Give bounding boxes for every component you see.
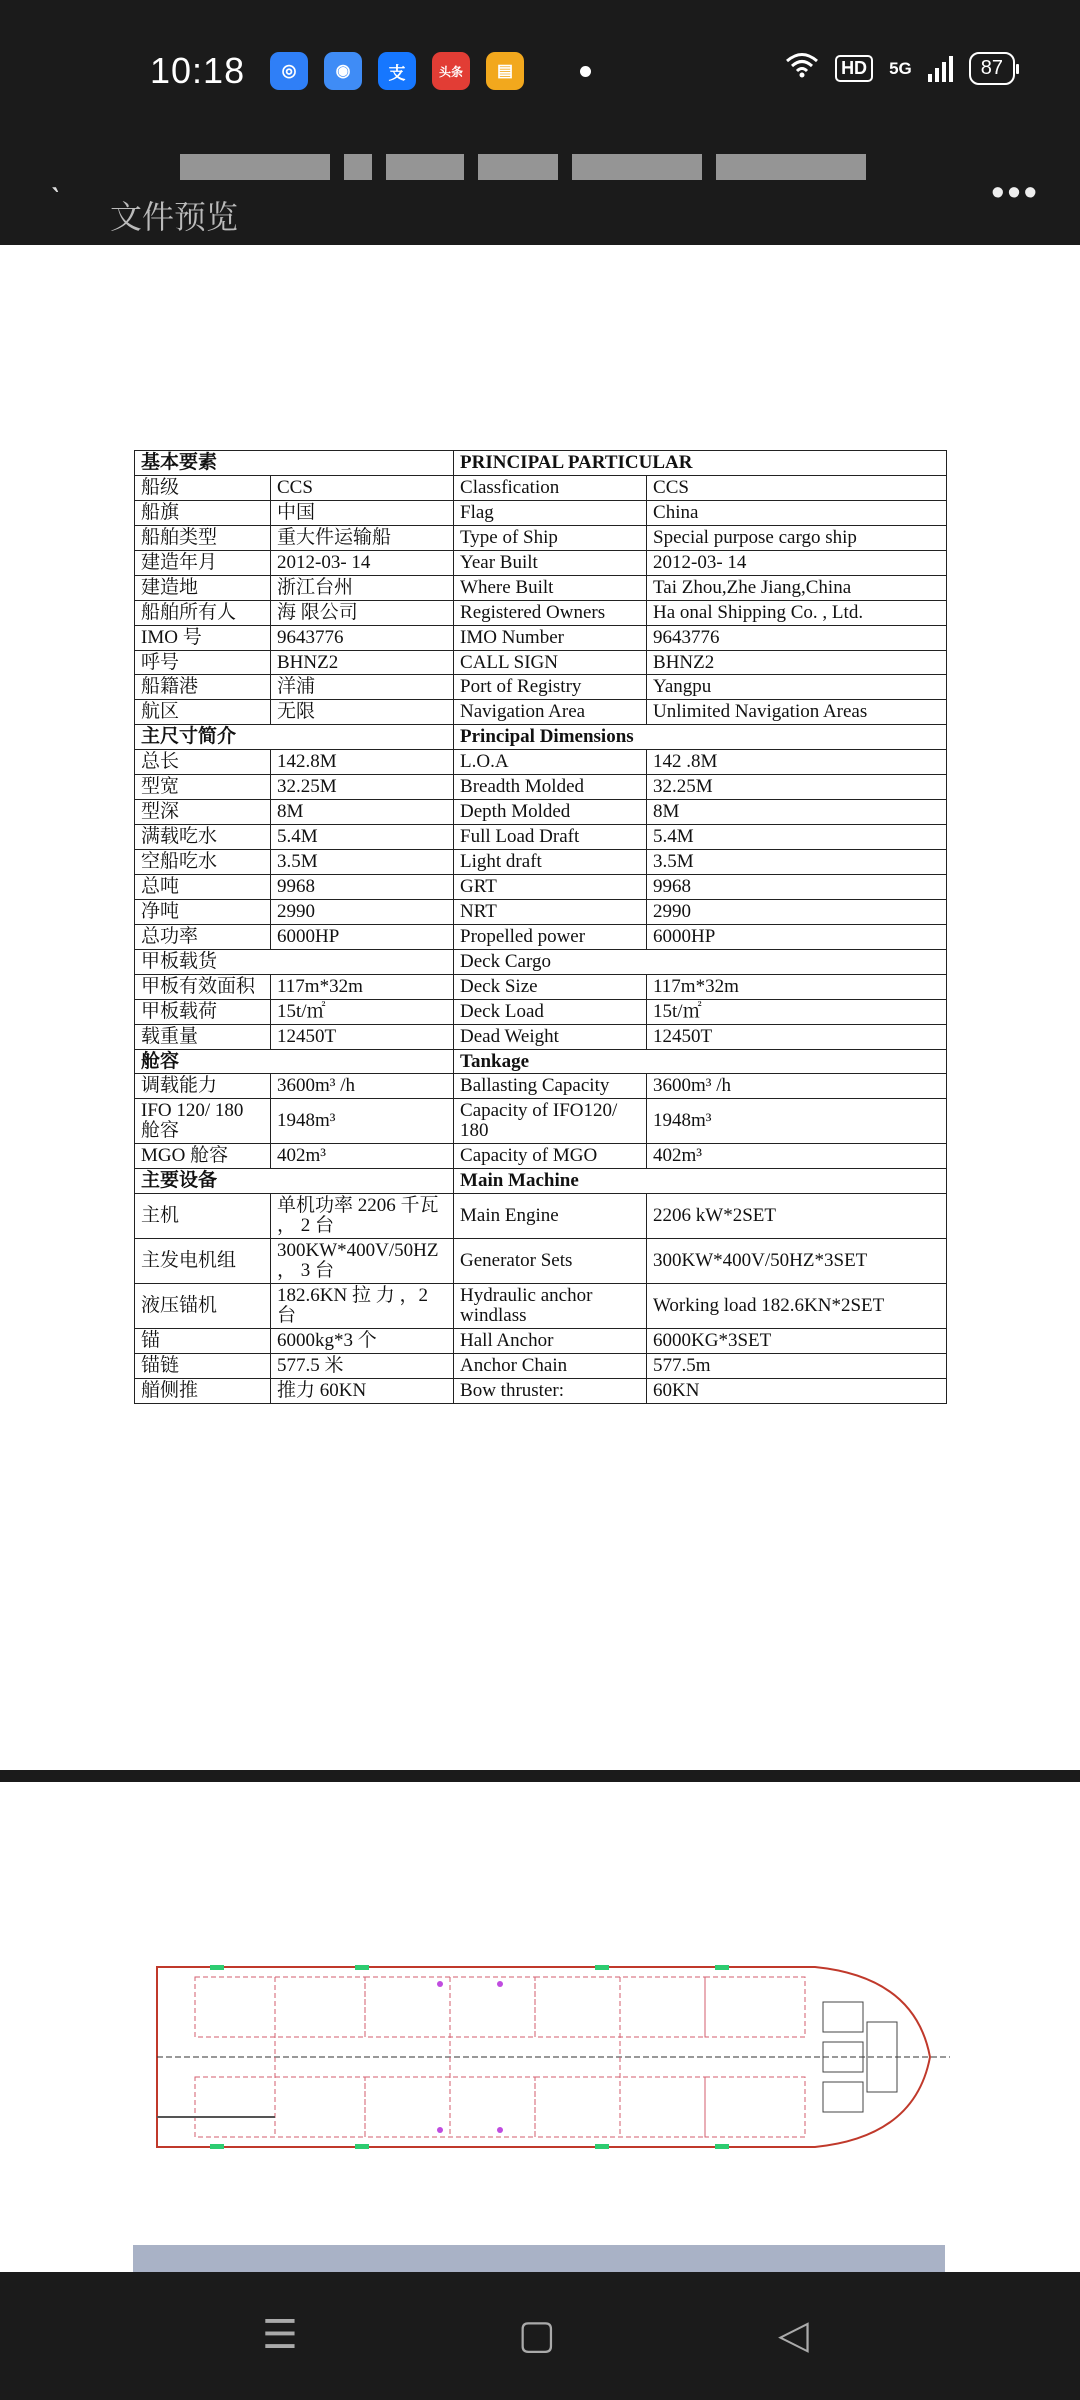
document-page [0, 245, 1080, 1770]
spec-value-en: 3.5M [647, 850, 947, 875]
table-row [135, 1239, 947, 1284]
spec-value-cn: 182.6KN 拉 力 ，2 台 [271, 1283, 454, 1328]
spec-value-en: 5.4M [647, 825, 947, 850]
table-row [135, 625, 947, 650]
spec-label-cn: 锚 [135, 1328, 271, 1353]
table-row [135, 575, 947, 600]
battery-level: 87 [980, 57, 1003, 79]
spec-label-en: NRT [454, 899, 647, 924]
table-row [135, 1194, 947, 1239]
home-button[interactable]: ▢ [518, 2312, 556, 2358]
spec-value-cn: 2012-03- 14 [271, 550, 454, 575]
spec-value-en: 142 .8M [647, 750, 947, 775]
spec-value-cn: 海 限公司 [271, 600, 454, 625]
spec-label-cn: 船旗 [135, 500, 271, 525]
spec-value-en: BHNZ2 [647, 650, 947, 675]
spec-value-cn: 402m³ [271, 1144, 454, 1169]
spec-value-cn: 2990 [271, 899, 454, 924]
section-title-cn: 舱容 [135, 1049, 454, 1074]
spec-value-cn: 8M [271, 800, 454, 825]
spec-label-en: GRT [454, 874, 647, 899]
spec-value-cn: 重大件运输船 [271, 525, 454, 550]
app-bar [0, 142, 1080, 245]
section-title-cn: 基本要素 [135, 451, 454, 476]
spec-label-en: CALL SIGN [454, 650, 647, 675]
ship-drawing-page [0, 1782, 1080, 2272]
section-title-cn: 甲板载货 [135, 949, 454, 974]
spec-label-en: Hall Anchor [454, 1328, 647, 1353]
table-row [135, 550, 947, 575]
spec-value-cn: 5.4M [271, 825, 454, 850]
circle-app-icon: ◉ [324, 52, 362, 90]
spec-label-en: Navigation Area [454, 700, 647, 725]
spec-value-cn: 单机功率 2206 千瓦 ， 2 台 [271, 1194, 454, 1239]
spec-label-cn: 建造年月 [135, 550, 271, 575]
spec-label-cn: 船籍港 [135, 675, 271, 700]
spec-label-en: Flag [454, 500, 647, 525]
battery-icon [969, 52, 1015, 85]
spec-value-cn: 15t/㎡ [271, 999, 454, 1024]
system-nav-bar [0, 2272, 1080, 2400]
page-divider [0, 1770, 1080, 1782]
status-indicators [785, 52, 1015, 85]
spec-value-cn: 洋浦 [271, 675, 454, 700]
spec-value-en: Special purpose cargo ship [647, 525, 947, 550]
spec-label-cn: 呼号 [135, 650, 271, 675]
spec-label-en: Ballasting Capacity [454, 1074, 647, 1099]
spec-value-en: 402m³ [647, 1144, 947, 1169]
spec-label-cn: 载重量 [135, 1024, 271, 1049]
spec-value-en: CCS [647, 475, 947, 500]
blurred-filename [180, 154, 866, 180]
spec-label-cn: 船舶所有人 [135, 600, 271, 625]
spec-label-cn: MGO 舱容 [135, 1144, 271, 1169]
table-row [135, 775, 947, 800]
spec-value-cn: BHNZ2 [271, 650, 454, 675]
spec-label-cn: IMO 号 [135, 625, 271, 650]
table-row [135, 874, 947, 899]
table-row [135, 1353, 947, 1378]
spec-label-cn: 空船吃水 [135, 850, 271, 875]
spec-value-en: 32.25M [647, 775, 947, 800]
ship-plan-drawing [155, 1962, 955, 2152]
spec-label-cn: 满载吃水 [135, 825, 271, 850]
spec-value-cn: 300KW*400V/50HZ ， 3 台 [271, 1239, 454, 1284]
spec-label-cn: 型宽 [135, 775, 271, 800]
spec-value-en: 2206 kW*2SET [647, 1194, 947, 1239]
spec-value-en: 9643776 [647, 625, 947, 650]
spec-label-en: Anchor Chain [454, 1353, 647, 1378]
spec-label-en: Port of Registry [454, 675, 647, 700]
spec-label-en: Bow thruster: [454, 1378, 647, 1403]
spec-value-en: 15t/㎡ [647, 999, 947, 1024]
table-row [135, 1328, 947, 1353]
spec-value-en: 9968 [647, 874, 947, 899]
table-row [135, 525, 947, 550]
spec-label-cn: 船级 [135, 475, 271, 500]
spec-label-en: Capacity of IFO120/ 180 [454, 1099, 647, 1144]
table-row [135, 949, 947, 974]
spec-value-cn: 6000HP [271, 924, 454, 949]
spec-label-cn: 航区 [135, 700, 271, 725]
table-row [135, 899, 947, 924]
spec-value-en: Ha onal Shipping Co. , Ltd. [647, 600, 947, 625]
spec-value-cn: 中国 [271, 500, 454, 525]
spec-value-cn: 无限 [271, 700, 454, 725]
table-row [135, 1099, 947, 1144]
table-row [135, 825, 947, 850]
spec-value-en: Yangpu [647, 675, 947, 700]
qq-browser-icon: ◎ [270, 52, 308, 90]
spec-label-en: Generator Sets [454, 1239, 647, 1284]
spec-value-cn: 577.5 米 [271, 1353, 454, 1378]
table-row [135, 1283, 947, 1328]
more-options-icon[interactable]: ••• [991, 172, 1040, 214]
spec-value-cn: 9968 [271, 874, 454, 899]
spec-label-cn: 调载能力 [135, 1074, 271, 1099]
spec-label-cn: 型深 [135, 800, 271, 825]
spec-label-en: Main Engine [454, 1194, 647, 1239]
table-row [135, 1074, 947, 1099]
spec-value-en: 2990 [647, 899, 947, 924]
spec-label-cn: 总长 [135, 750, 271, 775]
spec-label-en: Classfication [454, 475, 647, 500]
spec-value-en: 2012-03- 14 [647, 550, 947, 575]
spec-value-en: China [647, 500, 947, 525]
spec-label-cn: 甲板载荷 [135, 999, 271, 1024]
spec-value-cn: 12450T [271, 1024, 454, 1049]
section-title-en: Deck Cargo [454, 949, 947, 974]
status-time: 10:18 [150, 50, 246, 91]
spec-value-cn: 6000kg*3 个 [271, 1328, 454, 1353]
spec-value-cn: 推力 60KN [271, 1378, 454, 1403]
network-type: 5G [889, 58, 912, 78]
spec-value-en: Working load 182.6KN*2SET [647, 1283, 947, 1328]
toutiao-icon: 头条 [432, 52, 470, 90]
spec-label-cn: 净吨 [135, 899, 271, 924]
table-row [135, 451, 947, 476]
spec-label-en: L.O.A [454, 750, 647, 775]
table-row [135, 475, 947, 500]
spec-value-cn: 32.25M [271, 775, 454, 800]
spec-value-en: 117m*32m [647, 974, 947, 999]
recent-apps-button[interactable]: ☰ [262, 2312, 298, 2358]
spec-value-cn: 3600m³ /h [271, 1074, 454, 1099]
alipay-icon: 支 [378, 52, 416, 90]
spec-label-en: Year Built [454, 550, 647, 575]
spec-label-en: Depth Molded [454, 800, 647, 825]
table-row [135, 600, 947, 625]
table-row [135, 974, 947, 999]
table-row [135, 1169, 947, 1194]
next-page-preview [133, 2245, 945, 2272]
spec-label-en: Where Built [454, 575, 647, 600]
table-row [135, 850, 947, 875]
spec-value-en: 6000HP [647, 924, 947, 949]
spec-label-cn: 锚链 [135, 1353, 271, 1378]
spec-value-en: 1948m³ [647, 1099, 947, 1144]
spec-label-en: Full Load Draft [454, 825, 647, 850]
spec-label-cn: 主发电机组 [135, 1239, 271, 1284]
more-notifications-dot [580, 66, 591, 77]
table-row [135, 700, 947, 725]
table-row [135, 675, 947, 700]
spec-label-en: Registered Owners [454, 600, 647, 625]
spec-label-en: Type of Ship [454, 525, 647, 550]
notification-icons [270, 52, 591, 90]
spec-label-cn: 建造地 [135, 575, 271, 600]
table-row [135, 750, 947, 775]
table-row [135, 999, 947, 1024]
table-row [135, 725, 947, 750]
spec-value-cn: 142.8M [271, 750, 454, 775]
wallet-icon: ▤ [486, 52, 524, 90]
table-row [135, 1024, 947, 1049]
spec-value-en: 3600m³ /h [647, 1074, 947, 1099]
table-row [135, 1049, 947, 1074]
ship-spec-table [134, 450, 947, 1404]
hd-voice-icon: HD [835, 55, 873, 82]
spec-label-en: Deck Size [454, 974, 647, 999]
section-title-cn: 主要设备 [135, 1169, 454, 1194]
page-title: 文件预览 [110, 199, 239, 235]
spec-value-en: 60KN [647, 1378, 947, 1403]
spec-value-en: 6000KG*3SET [647, 1328, 947, 1353]
spec-value-en: Unlimited Navigation Areas [647, 700, 947, 725]
spec-label-cn: IFO 120/ 180 舱容 [135, 1099, 271, 1144]
section-title-en: PRINCIPAL PARTICULAR [454, 451, 947, 476]
spec-label-en: Deck Load [454, 999, 647, 1024]
spec-value-cn: 117m*32m [271, 974, 454, 999]
table-row [135, 924, 947, 949]
table-row [135, 800, 947, 825]
spec-label-cn: 总功率 [135, 924, 271, 949]
spec-value-en: 8M [647, 800, 947, 825]
spec-label-en: Breadth Molded [454, 775, 647, 800]
spec-label-en: Hydraulic anchor windlass [454, 1283, 647, 1328]
back-button[interactable]: ◁ [778, 2312, 809, 2358]
status-bar [0, 0, 1080, 142]
wifi-icon [785, 52, 819, 85]
spec-value-cn: 浙江台州 [271, 575, 454, 600]
table-row [135, 1144, 947, 1169]
spec-value-cn: 1948m³ [271, 1099, 454, 1144]
spec-label-cn: 总吨 [135, 874, 271, 899]
signal-icon [928, 56, 953, 82]
spec-value-cn: 3.5M [271, 850, 454, 875]
spec-label-cn: 甲板有效面积 [135, 974, 271, 999]
spec-value-en: 300KW*400V/50HZ*3SET [647, 1239, 947, 1284]
spec-value-cn: 9643776 [271, 625, 454, 650]
spec-label-en: IMO Number [454, 625, 647, 650]
spec-label-en: Light draft [454, 850, 647, 875]
spec-label-cn: 主机 [135, 1194, 271, 1239]
spec-value-en: Tai Zhou,Zhe Jiang,China [647, 575, 947, 600]
spec-label-en: Capacity of MGO [454, 1144, 647, 1169]
table-row [135, 500, 947, 525]
table-row [135, 650, 947, 675]
table-row [135, 1378, 947, 1403]
section-title-en: Principal Dimensions [454, 725, 947, 750]
spec-value-en: 577.5m [647, 1353, 947, 1378]
back-icon[interactable]: ˋ [50, 182, 62, 220]
spec-value-en: 12450T [647, 1024, 947, 1049]
section-title-cn: 主尺寸简介 [135, 725, 454, 750]
section-title-en: Main Machine [454, 1169, 947, 1194]
spec-label-cn: 船舶类型 [135, 525, 271, 550]
spec-label-en: Propelled power [454, 924, 647, 949]
spec-label-en: Dead Weight [454, 1024, 647, 1049]
spec-label-cn: 液压锚机 [135, 1283, 271, 1328]
spec-label-cn: 艏侧推 [135, 1378, 271, 1403]
spec-value-cn: CCS [271, 475, 454, 500]
section-title-en: Tankage [454, 1049, 947, 1074]
